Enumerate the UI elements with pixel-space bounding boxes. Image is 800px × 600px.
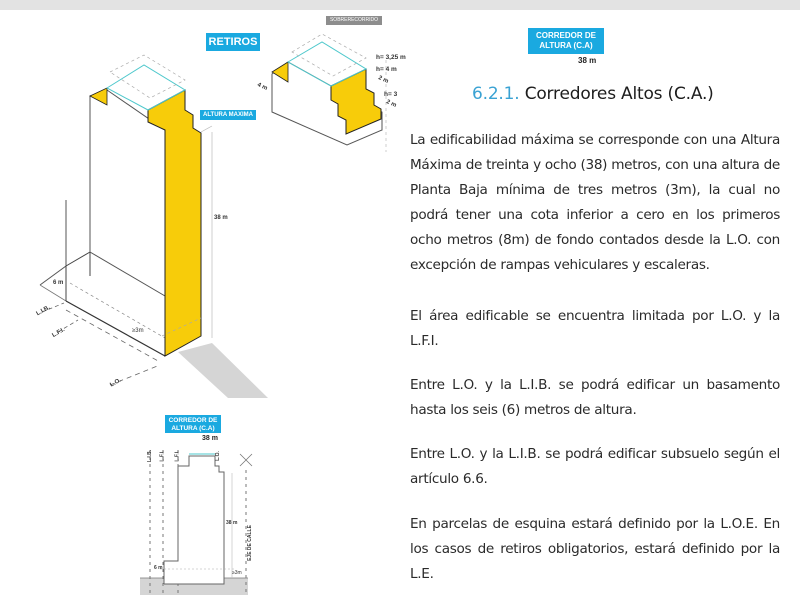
base-6m-label: 6 m xyxy=(53,280,64,286)
building-section-outline xyxy=(164,456,224,584)
section-title: Corredores Altos (C.A.) xyxy=(524,84,714,104)
sobrerecorrido-tag: SOBRERECORRIDO xyxy=(326,16,382,25)
corredor-altura-value: 38 m xyxy=(578,56,597,65)
section-lo-label: L.O. xyxy=(214,451,221,461)
eje-de-calle-label: EJE DE CALLE xyxy=(246,525,253,561)
section-3m-label: ≥3m xyxy=(232,570,242,576)
paragraph-5: En parcelas de esquina estará definido por la L.O.E. En los casos de retiros obligatorios, estará definido por la L.E. xyxy=(410,516,780,582)
paragraph-4: Entre L.O. y la L.I.B. se podrá edificar subsuelo según el artículo 6.6. xyxy=(410,446,780,487)
h-325-label: h= 3,25 m xyxy=(376,54,406,61)
height-38m-label: 38 m xyxy=(214,215,228,221)
retiros-tag: RETIROS xyxy=(206,33,260,51)
h-4-label: h= 4 m xyxy=(376,66,397,73)
four-m-label: 4 m xyxy=(256,82,269,92)
section-6m-label: 6 m xyxy=(154,565,163,571)
two-m-a-label: 2 m xyxy=(377,75,390,85)
two-m-b-label: 2 m xyxy=(385,99,398,109)
altura-maxima-tag: ALTURA MAXIMA xyxy=(200,110,256,120)
lib-label: L.I.B. xyxy=(35,304,52,318)
section-38m-label: 38 m xyxy=(226,520,238,526)
section-heading xyxy=(472,84,714,104)
min-3m-label: ≥3m xyxy=(132,328,144,334)
lfi-label: L.F.I. xyxy=(51,327,66,339)
section-number: 6.2.1. xyxy=(472,84,520,104)
paragraph-1: La edificabilidad máxima se corresponde con una Altura Máxima de treinta y ocho (38) metros, con una altura de Planta Baja mínima de tres metros (3m), la cual no podrá tener una cota inferior a cero en los primeros ocho metros (8m) de fondo contados desde la L.O. con excepción de rampas vehiculares y escaleras. xyxy=(410,132,780,273)
section-corredor-tag: CORREDOR DE ALTURA (C.A) xyxy=(165,415,221,433)
h-3-label: h= 3 xyxy=(384,91,398,98)
corredor-altura-tag: CORREDOR DE ALTURA (C.A) xyxy=(528,28,604,54)
section-lib-label: L.I.B. xyxy=(147,449,154,463)
paragraph-3: Entre L.O. y la L.I.B. se podrá edificar un basamento hasta los seis (6) metros de altura. xyxy=(410,377,780,418)
section-corredor-value: 38 m xyxy=(202,435,218,442)
section-lfi-label: L.F.I. xyxy=(159,450,166,462)
section-lfi2-label: L.F.I. xyxy=(174,450,181,462)
lo-label: L.O. xyxy=(109,377,123,389)
paragraph-2: El área edificable se encuentra limitada por L.O. y la L.F.I. xyxy=(410,308,780,349)
